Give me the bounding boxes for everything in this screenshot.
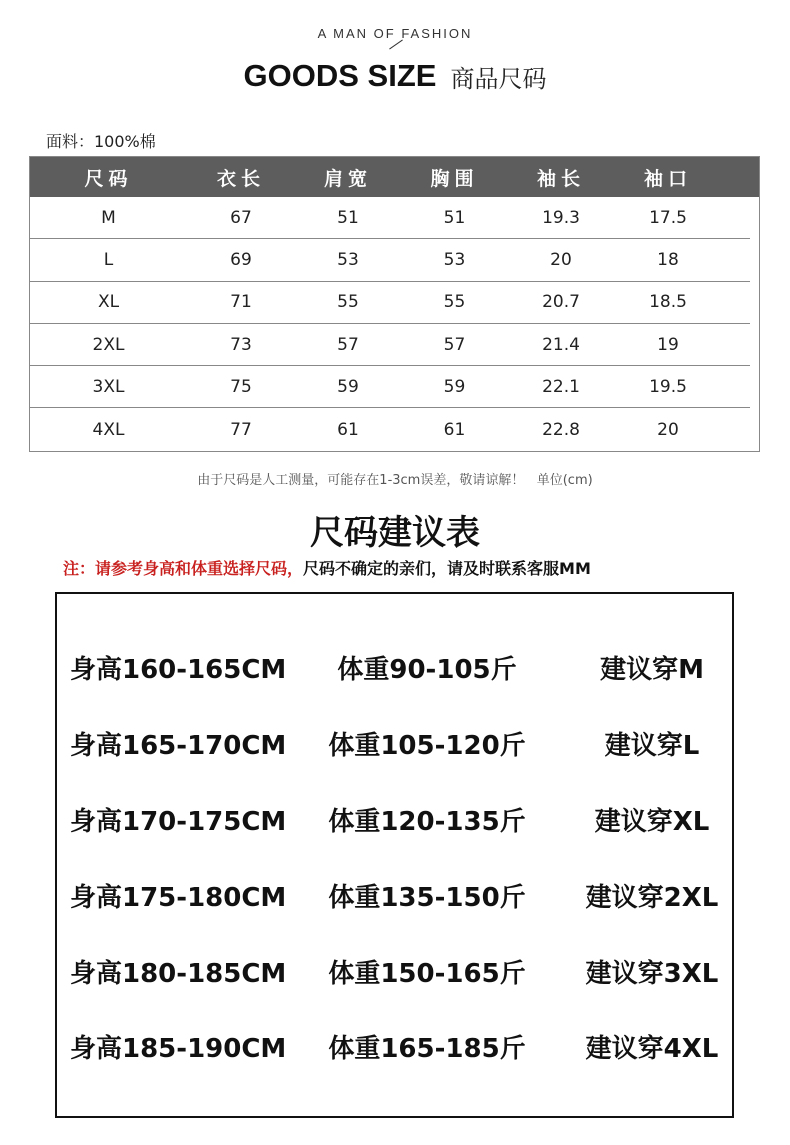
warning-red-text: 注：请参考身高和体重选择尺码， <box>63 559 304 578</box>
suggested-size: 建议穿2XL <box>585 883 719 913</box>
header-cell: 尺码 <box>84 167 133 190</box>
height-range: 身高175-180CM <box>70 883 287 913</box>
measurement-cell: 17.5 <box>649 207 687 228</box>
advice-row <box>57 801 732 841</box>
measurement-cell: 20 <box>550 249 572 270</box>
measurement-cell: 19.5 <box>649 376 687 397</box>
weight-range: 体重90-105斤 <box>337 655 517 685</box>
measurement-cell: 22.1 <box>542 376 580 397</box>
advice-warning <box>63 556 591 579</box>
table-body <box>30 197 759 451</box>
title-cn: 商品尺码 <box>450 64 547 93</box>
measurement-cell: 55 <box>337 292 359 313</box>
suggested-size: 建议穿L <box>604 731 700 761</box>
measurement-cell: 59 <box>337 376 359 397</box>
measurement-cell: 57 <box>337 334 359 355</box>
header-cell: 肩宽 <box>323 167 372 190</box>
page-header <box>0 58 790 94</box>
measurement-cell: 69 <box>230 249 252 270</box>
table-row <box>30 197 750 239</box>
height-range: 身高160-165CM <box>70 655 287 685</box>
tagline: A MAN OF FASHION <box>317 26 473 41</box>
title-en: GOODS SIZE <box>243 58 437 93</box>
advice-row <box>57 1028 732 1068</box>
size-cell: 2XL <box>92 334 125 355</box>
size-cell: XL <box>97 292 120 313</box>
warning-black-text: 尺码不确定的亲们，请及时联系客服MM <box>303 559 591 578</box>
measurement-cell: 19.3 <box>542 207 580 228</box>
measurement-cell: 77 <box>230 419 252 440</box>
size-table <box>29 156 760 452</box>
table-row <box>30 324 750 366</box>
header-cell: 袖长 <box>536 167 585 190</box>
weight-range: 体重150-165斤 <box>328 959 526 989</box>
size-cell: M <box>101 207 116 228</box>
measurement-note: 由于尺码是人工测量，可能存在1-3cm误差，敬请谅解！ 单位(cm) <box>197 473 593 488</box>
suggested-size: 建议穿M <box>600 655 704 685</box>
measurement-cell: 75 <box>230 376 252 397</box>
measurement-cell: 21.4 <box>542 334 580 355</box>
table-header-row <box>30 157 759 197</box>
measurement-cell: 53 <box>443 249 466 270</box>
advice-row <box>57 725 732 765</box>
measurement-cell: 59 <box>443 376 466 397</box>
advice-row <box>57 877 732 917</box>
height-range: 身高180-185CM <box>70 959 287 989</box>
measurement-cell: 53 <box>337 249 359 270</box>
header-cell: 袖口 <box>643 167 692 190</box>
header-cell: 衣长 <box>216 167 265 190</box>
table-row <box>30 239 750 281</box>
weight-range: 体重165-185斤 <box>328 1034 526 1064</box>
suggested-size: 建议穿3XL <box>585 959 719 989</box>
size-cell: 3XL <box>92 376 125 397</box>
advice-box <box>55 592 734 1118</box>
measurement-cell: 51 <box>443 207 466 228</box>
measurement-cell: 57 <box>443 334 466 355</box>
measurement-cell: 51 <box>337 207 359 228</box>
measurement-cell: 61 <box>443 419 466 440</box>
advice-row <box>57 649 732 689</box>
suggested-size: 建议穿XL <box>594 807 710 837</box>
table-row <box>30 408 750 450</box>
measurement-cell: 61 <box>337 419 359 440</box>
measurement-cell: 55 <box>443 292 466 313</box>
table-row <box>30 366 750 408</box>
measurement-cell: 73 <box>230 334 252 355</box>
suggested-size: 建议穿4XL <box>585 1034 719 1064</box>
height-range: 身高185-190CM <box>70 1034 287 1064</box>
advice-title: 尺码建议表 <box>310 513 480 553</box>
weight-range: 体重135-150斤 <box>328 883 526 913</box>
measurement-cell: 20 <box>657 419 679 440</box>
height-range: 身高170-175CM <box>70 807 287 837</box>
height-range: 身高165-170CM <box>70 731 287 761</box>
size-cell: 4XL <box>92 419 125 440</box>
size-cell: L <box>103 249 114 270</box>
measurement-cell: 22.8 <box>542 419 580 440</box>
weight-range: 体重120-135斤 <box>328 807 526 837</box>
slash-decoration <box>389 40 403 50</box>
measurement-cell: 18.5 <box>649 292 687 313</box>
advice-row <box>57 953 732 993</box>
measurement-cell: 71 <box>230 292 252 313</box>
weight-range: 体重105-120斤 <box>328 731 526 761</box>
measurement-cell: 19 <box>657 334 679 355</box>
measurement-cell: 67 <box>230 207 252 228</box>
fabric-label: 面料：100%棉 <box>46 132 156 151</box>
measurement-cell: 18 <box>657 249 679 270</box>
header-cell: 胸围 <box>430 167 479 190</box>
table-row <box>30 282 750 324</box>
measurement-cell: 20.7 <box>542 292 580 313</box>
